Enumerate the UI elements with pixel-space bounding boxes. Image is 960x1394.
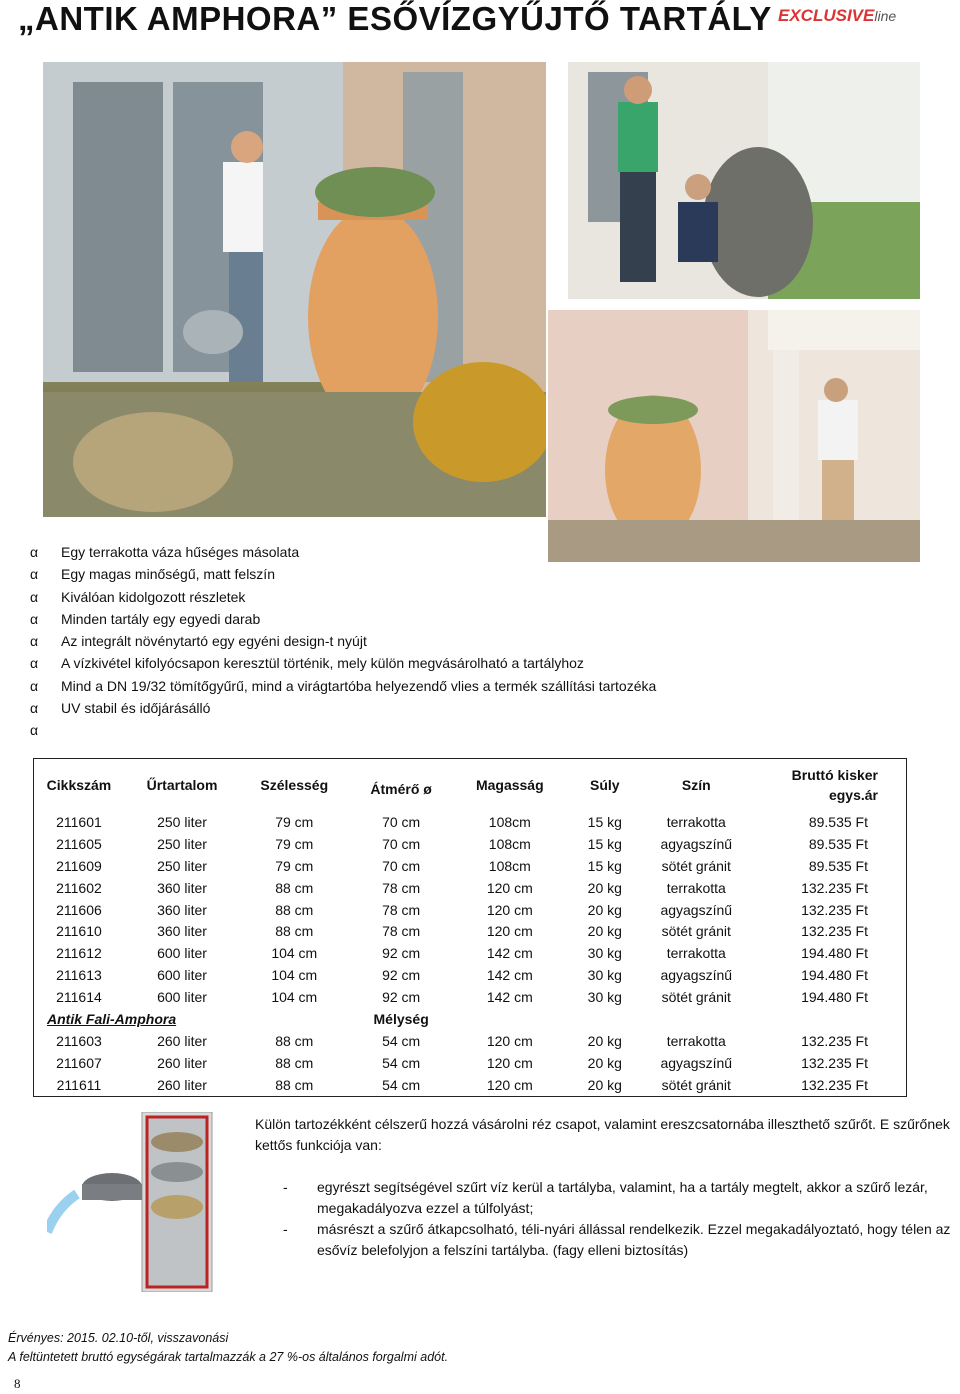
exclusive-line-logo [778,6,896,26]
table-cell: 132.235 Ft [801,901,868,918]
product-spec-table [33,758,907,1097]
header-urtartalom: Űrtartalom [146,777,218,793]
table-cell: 211603 [56,1032,102,1049]
table-cell: 211611 [56,1076,102,1093]
feature-item [30,675,656,697]
page-title: „ANTIK AMPHORA” ESŐVÍZGYŰJTŐ TARTÁLY [18,0,772,37]
table-cell: 600 liter [157,989,207,1006]
bullet-symbol: α [30,566,39,583]
bullet-symbol: α [30,700,39,717]
wall-amphora-name: Antik Fali-Amphora [47,1010,177,1027]
table-cell: 194.480 Ft [801,945,868,962]
table-row [34,942,907,964]
photo-woman-watering-amphora [43,62,546,517]
header-suly: Súly [589,777,620,793]
table-cell: 88 cm [275,1054,314,1071]
table-cell: 194.480 Ft [801,989,868,1006]
table-row [34,833,907,855]
table-cell: 250 liter [157,835,207,852]
feature-text: Egy magas minőségű, matt felszín [61,566,275,583]
empty-cell [644,1008,749,1030]
feature-text: Mind a DN 19/32 tömítőgyűrű, mind a virágtartóba helyezendő vlies a termék szállítási tartozéka [61,677,657,694]
accessory-function-list [283,1177,960,1261]
photo-couple-grey-amphora [568,62,920,299]
table-cell: 15 kg [587,835,622,852]
table-cell: 142 cm [486,989,533,1006]
accessory-intro: Külön tartozékként célszerű hozzá vásárolni réz csapot, valamint ereszcsatornába illeszthető szűrőt. E szűrőnek kettős funkciója van: [255,1116,950,1153]
feature-text: Egy terrakotta váza hűséges másolata [61,544,300,560]
table-cell: 92 cm [382,967,421,984]
table-cell: 54 cm [382,1076,421,1093]
table-cell: terrakotta [666,1032,726,1049]
table-cell: 78 cm [382,923,421,940]
dash-marker: - [283,1221,288,1237]
table-cell: 70 cm [382,835,421,852]
table-cell: 211601 [56,813,102,830]
table-cell: 211610 [56,923,102,940]
table-cell: 211605 [56,835,102,852]
table-row [34,811,907,833]
depth-label: Mélység [373,1010,429,1027]
table-cell: 20 kg [587,1054,622,1071]
table-cell: agyagszínű [660,967,733,984]
table-cell: 211614 [56,989,102,1006]
table-cell: 78 cm [382,901,421,918]
table-cell: 211612 [56,945,102,962]
table-cell: 120 cm [486,1032,533,1049]
dash-marker: - [283,1179,288,1195]
table-cell: 20 kg [587,923,622,940]
table-cell: 78 cm [382,879,421,896]
table-cell: 70 cm [382,813,421,830]
table-cell: 142 cm [486,945,533,962]
accessory-function-item [283,1177,960,1219]
table-cell: terrakotta [666,879,726,896]
table-row [34,986,907,1008]
bullet-symbol: α [30,588,39,605]
table-cell: 211607 [56,1054,102,1071]
table-cell: 89.535 Ft [808,835,868,852]
table-cell: 92 cm [382,989,421,1006]
table-cell: 120 cm [486,879,533,896]
table-cell: 360 liter [157,923,207,940]
table-cell: 79 cm [275,835,314,852]
table-cell: 20 kg [587,879,622,896]
table-cell: 79 cm [275,857,314,874]
logo-sub-text: line [874,8,897,24]
feature-item [30,586,656,608]
table-cell: 104 cm [271,989,318,1006]
bullet-symbol: α [30,655,39,672]
feature-item [30,608,656,630]
accessory-function-text: egyrészt segítségével szűrt víz kerül a tartályba, valamint, ha a tartály megtelt, akkor a szűrő lezár, megakadályozva ezzel a túlfolyást; [317,1179,928,1216]
table-cell: 70 cm [382,857,421,874]
feature-text: UV stabil és időjárásálló [61,700,211,717]
table-cell: 600 liter [157,967,207,984]
table-cell: terrakotta [666,813,726,830]
table-row [34,899,907,921]
table-cell: 132.235 Ft [801,1032,868,1049]
table-cell: sötét gránit [661,989,731,1006]
gutter-filter-illustration [47,1112,239,1292]
table-cell: 360 liter [157,879,207,896]
logo-main-text: EXCLUSIVE [778,6,875,25]
table-cell: 132.235 Ft [801,1076,868,1093]
table-cell: 250 liter [157,813,207,830]
table-row [34,877,907,899]
table-cell: 194.480 Ft [801,967,868,984]
table-cell: terrakotta [666,945,726,962]
feature-item [30,652,656,674]
table-cell: sötét gránit [661,1076,731,1093]
table-cell: 260 liter [157,1054,207,1071]
bullet-symbol: α [30,544,39,560]
table-cell: 142 cm [486,967,533,984]
feature-item [30,697,656,719]
bullet-symbol: α [30,633,39,650]
header-brutto-ar: Bruttó kisker egys.ár [791,767,878,803]
table-row [34,920,907,942]
table-cell: 600 liter [157,945,207,962]
header-magassag: Magasság [475,777,544,793]
table-cell: 88 cm [275,901,314,918]
table-row [34,855,907,877]
feature-item [30,563,656,585]
table-cell: 20 kg [587,1032,622,1049]
table-cell: agyagszínű [660,1054,733,1071]
table-cell: 132.235 Ft [801,1054,868,1071]
bullet-symbol: α [30,610,39,627]
table-cell: 89.535 Ft [808,857,868,874]
feature-text: Minden tartály egy egyedi darab [61,610,261,627]
table-cell: 211606 [56,901,102,918]
table-cell: 104 cm [271,967,318,984]
table-cell: 120 cm [486,901,533,918]
table-cell: 30 kg [587,967,622,984]
feature-list [30,541,656,742]
table-cell: 88 cm [275,1076,314,1093]
table-cell: 79 cm [275,813,314,830]
header-cikkszam: Cikkszám [46,777,112,793]
feature-item [30,541,656,563]
table-cell: 120 cm [486,1076,533,1093]
table-cell: 260 liter [157,1032,207,1049]
empty-cell [566,1008,644,1030]
table-cell: 120 cm [486,1054,533,1071]
header-szin: Szín [681,777,711,793]
table-cell: 30 kg [587,989,622,1006]
wall-amphora-subheader-row [34,1008,907,1030]
table-row [34,1030,907,1052]
table-row [34,964,907,986]
table-row [34,1074,907,1096]
table-cell: agyagszínű [660,835,733,852]
bullet-symbol: α [30,722,39,739]
table-cell: 92 cm [382,945,421,962]
table-cell: 30 kg [587,945,622,962]
feature-text: Kiválóan kidolgozott részletek [61,588,246,605]
table-cell: 108cm [488,857,531,874]
page-number: 8 [14,1376,21,1391]
validity-note: Érvényes: 2015. 02.10-től, visszavonási [8,1331,229,1345]
empty-cell [749,1008,907,1030]
table-cell: 54 cm [382,1054,421,1071]
vat-note: A feltüntetett bruttó egységárak tartalmazzák a 27 %-os általános forgalmi adót. [8,1350,449,1364]
table-row [34,1052,907,1074]
table-cell: agyagszínű [660,901,733,918]
table-header-row [34,759,907,812]
accessory-function-item [283,1219,960,1261]
table-cell: 88 cm [275,879,314,896]
table-cell: 108cm [488,835,531,852]
table-cell: 132.235 Ft [801,879,868,896]
feature-text: A vízkivétel kifolyócsapon keresztül történik, mely külön megvásárolható a tartályhoz [61,655,584,672]
accessory-function-text: másrészt a szűrő átkapcsolható, téli-nyári állással rendelkezik. Ezzel megakadályoztató, hogy télen az esővíz belefolyjon a felszíni tartályba. (fagy elleni biztosítás) [317,1221,951,1258]
table-cell: 108cm [488,813,531,830]
bullet-symbol: α [30,677,39,694]
table-cell: 132.235 Ft [801,923,868,940]
table-cell: 120 cm [486,923,533,940]
table-cell: 88 cm [275,923,314,940]
table-cell: 20 kg [587,1076,622,1093]
table-cell: sötét gránit [661,923,731,940]
table-cell: 211602 [56,879,102,896]
table-cell: 260 liter [157,1076,207,1093]
table-cell: 88 cm [275,1032,314,1049]
empty-cell [240,1008,348,1030]
empty-cell [454,1008,566,1030]
table-cell: 360 liter [157,901,207,918]
table-cell: 89.535 Ft [808,813,868,830]
table-cell: 15 kg [587,857,622,874]
feature-item [30,630,656,652]
photo-terracotta-wall-amphora [548,310,920,562]
table-cell: 104 cm [271,945,318,962]
table-cell: 250 liter [157,857,207,874]
header-atmero: Átmérő ø [370,781,432,797]
table-cell: 54 cm [382,1032,421,1049]
table-cell: sötét gránit [661,857,731,874]
table-cell: 20 kg [587,901,622,918]
table-cell: 211609 [56,857,102,874]
table-cell: 211613 [56,967,102,984]
wall-amphora-name-cell [34,1008,241,1030]
header-szelesseg: Szélesség [260,777,329,793]
table-cell: 15 kg [587,813,622,830]
feature-item [30,719,656,741]
feature-text: Az integrált növénytartó egy egyéni design-t nyújt [61,633,367,650]
